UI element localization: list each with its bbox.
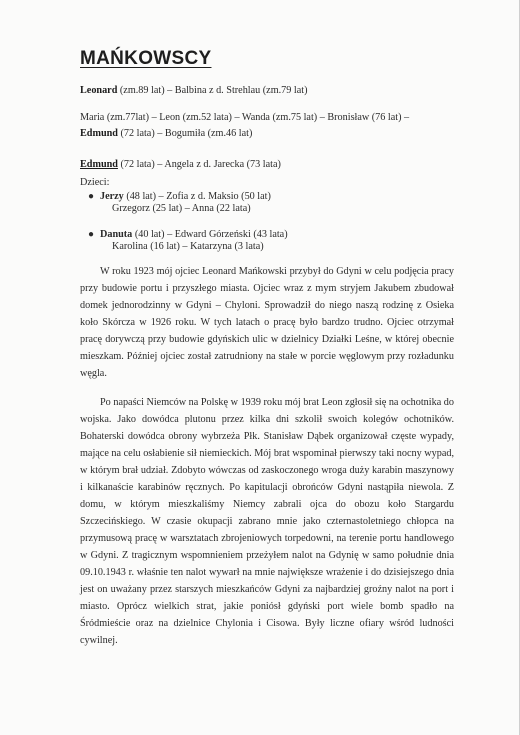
child-name: Danuta <box>100 229 133 240</box>
grandchildren-line: Karolina (16 lat) – Katarzyna (3 lata) <box>112 241 264 252</box>
child-entry <box>88 229 288 253</box>
family-line-parents <box>80 84 307 97</box>
child-details: (40 lat) – Edward Górzeński (43 lata) <box>132 229 288 240</box>
family-line-edmund-second <box>80 158 281 171</box>
paragraph: Po napaści Niemców na Polskę w 1939 roku mój brat Leon zgłosił się na ochotnika do wojska. Jako dowódca plutonu przez kilka dni szkolił swoich kolegów ochotników. Bohaterski dowódca obrony wybrzeża Płk. Stanisław Dąbek organizował częste wypady, mające na celu osłabienie sił niemieckich. Mój brat wspominał pierwszy taki nocny wypad, w którym brał udział. Zdobyto wówczas od zaskoczonego wroga duży karabin maszynowy i kilkanaście karabinów ręcznych. Po kapitulacji obrońców Gdyni nastąpiła niewola. Z domu, w którym mieszkaliśmy Niemcy zabrali ojca do obozu koło Stargardu Szczecińskiego. W czasie okupacji zabrano mnie jako czternastoletniego chłopca na przymusową pracę w warsztatach zbrojeniowych torpedowni, na terenie portu handlowego w Gdyni. Z tragicznym wspomnieniem przeżyłem nalot na Gdynię w samo południe dnia 09.10.1943 r. właśnie ten nalot wywarł na mnie największe wrażenie i do dzisiejszego dnia jest on uważany przez starszych mieszkańców Gdyni za najbardziej groźny nalot na port i miasto. Oprócz wielkich strat, jakie poniósł gdyński port wiele bomb spadło na Śródmieście oraz na dzielnice Chylonia i Cisowa. Były liczne ofiary wśród ludności cywilnej. <box>80 397 454 646</box>
child-entry <box>88 191 271 215</box>
page-title: MAŃKOWSCY <box>80 48 212 69</box>
family-line-siblings: Maria (zm.77lat) – Leon (zm.52 lata) – Wanda (zm.75 lat) – Bronisław (76 lat) – <box>80 112 410 123</box>
child-details: (48 lat) – Zofia z d. Maksio (50 lat) <box>123 191 271 202</box>
bullet-icon: ● <box>88 191 95 202</box>
children-label: Dzieci: <box>80 177 110 188</box>
person-name: Edmund <box>80 159 118 170</box>
grandchildren-line: Grzegorz (25 lat) – Anna (22 lata) <box>112 203 251 214</box>
person-details: (72 lata) – Bogumiła (zm.46 lat) <box>117 128 253 139</box>
person-name: Edmund <box>80 128 118 139</box>
child-name: Jerzy <box>100 191 124 202</box>
bullet-icon: ● <box>88 229 95 240</box>
person-details: (zm.89 lat) – Balbina z d. Strehlau (zm.79 lat) <box>117 85 308 96</box>
person-details: (72 lata) – Angela z d. Jarecka (73 lata) <box>117 159 281 170</box>
paragraph: W roku 1923 mój ojciec Leonard Mańkowski przybył do Gdyni w celu podjęcia pracy przy budowie portu i przyszłego miasta. Ojciec wraz z mym stryjem Jakubem zbudował domek jednorodzinny w Gdyni – Chyloni. Sprowadził do niego naszą rodzinę z Osieka koło Skórcza w 1926 roku. W tych latach o pracę było bardzo trudno. Ojciec otrzymał pracę dorywczą przy budowie gdyńskich ulic w dzielnicy Działki Leśne, w której obecnie mieszkam. Później ojciec został zatrudniony na stałe w porcie węglowym przy rozładunku węgla. <box>80 266 454 379</box>
family-line-edmund-first <box>80 127 252 140</box>
person-name: Leonard <box>80 85 118 96</box>
